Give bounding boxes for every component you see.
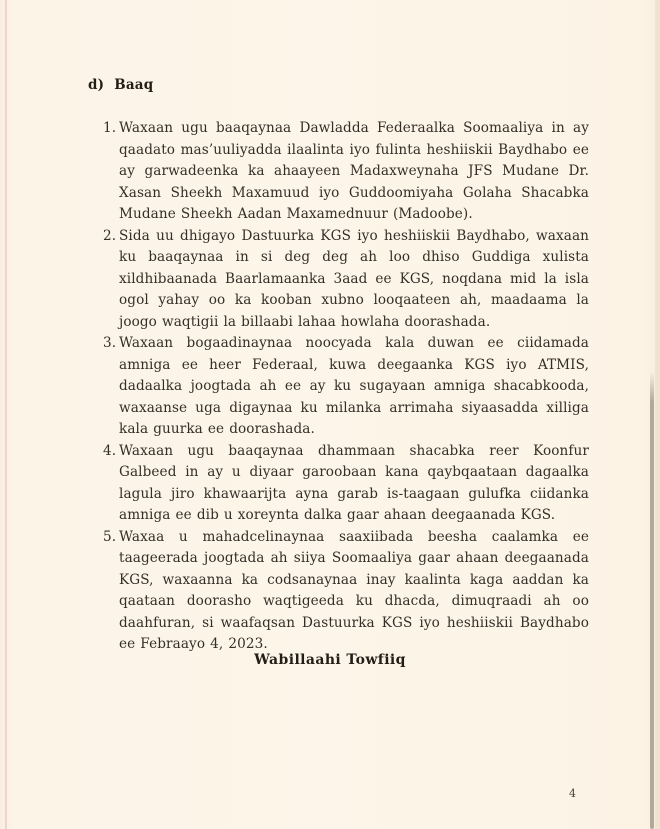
list-item — [103, 226, 589, 334]
paper-right-edge-strip — [655, 0, 660, 829]
section-heading — [88, 77, 153, 93]
paper-left-edge-line — [5, 0, 7, 829]
paper-fold-line — [650, 372, 654, 829]
list-item-number: 2. — [103, 227, 117, 244]
numbered-list — [103, 118, 589, 656]
page-number: 4 — [569, 787, 576, 800]
section-heading-label: d) — [88, 77, 105, 93]
list-item-number: 4. — [103, 442, 117, 459]
section-heading-title: Baaq — [114, 77, 154, 93]
list-item-text: Sida uu dhigayo Dastuurka KGS iyo heshiiskii Baydhabo, waxaan ku baaqaynaa in si deg deg ah loo dhiso Guddiga xulista xildhibaanada Baarlamaanka 3aad ee KGS, noqdana mid la isla ogol yahay oo ka kooban xubno looqaateen ah, maadaama la joogo waqtigii la billaabi lahaa howlaha doorashada. — [119, 227, 589, 330]
list-item-text: Waxaa u mahadcelinaynaa saaxiibada beesha caalamka ee taageerada joogtada ah siiya Soomaaliya gaar ahaan deegaanada KGS, waxaanna ka codsanaynaa inay kaalinta kaga aaddan ka qaataan doorasho waqtigeeda ku dhacda, dimuqraadi ah oo daahfuran, si waafaqsan Dastuurka KGS iyo heshiiskii Baydhabo ee Febraayo 4, 2023. — [119, 528, 589, 652]
list-item-text: Waxaan ugu baaqaynaa dhammaan shacabka reer Koonfur Galbeed in ay u diyaar garoobaan kana qaybqaataan dagaalka lagula jiro khawaarijta ayna garab is-taagaan gulufka ciidanka amniga ee dib u xoreynta dalka gaar ahaan deegaanada KGS. — [119, 442, 589, 523]
list-item — [103, 527, 589, 656]
list-item-text: Waxaan bogaadinaynaa noocyada kala duwan ee ciidamada amniga ee heer Federaal, kuwa deegaanka KGS iyo ATMIS, dadaalka joogtada ah ee ay ku sugayaan amniga shacabkooda, waxaanse uga digaynaa ku milanka arrimaha siyaasadda xilliga kala guurka ee doorashada. — [119, 335, 589, 437]
closing-statement: Wabillaahi Towfiiq — [254, 652, 406, 668]
list-item — [103, 333, 589, 441]
list-item-number: 3. — [103, 335, 117, 351]
list-item-number: 5. — [103, 528, 117, 545]
list-item — [103, 118, 589, 226]
list-item-text: Waxaan ugu baaqaynaa Dawladda Federaalka Soomaaliya in ay qaadato mas’uuliyadda ilaalinta iyo fulinta heshiiskii Baydhabo ee ay garwadeenka ka ahaayeen Madaxweynaha JFS Mudane Dr. Xasan Sheekh Maxamuud iyo Guddoomiyaha Golaha Shacabka Mudane Sheekh Aadan Maxamednuur (Madoobe). — [119, 120, 589, 222]
list-item-number: 1. — [103, 120, 117, 136]
list-item — [103, 441, 589, 527]
